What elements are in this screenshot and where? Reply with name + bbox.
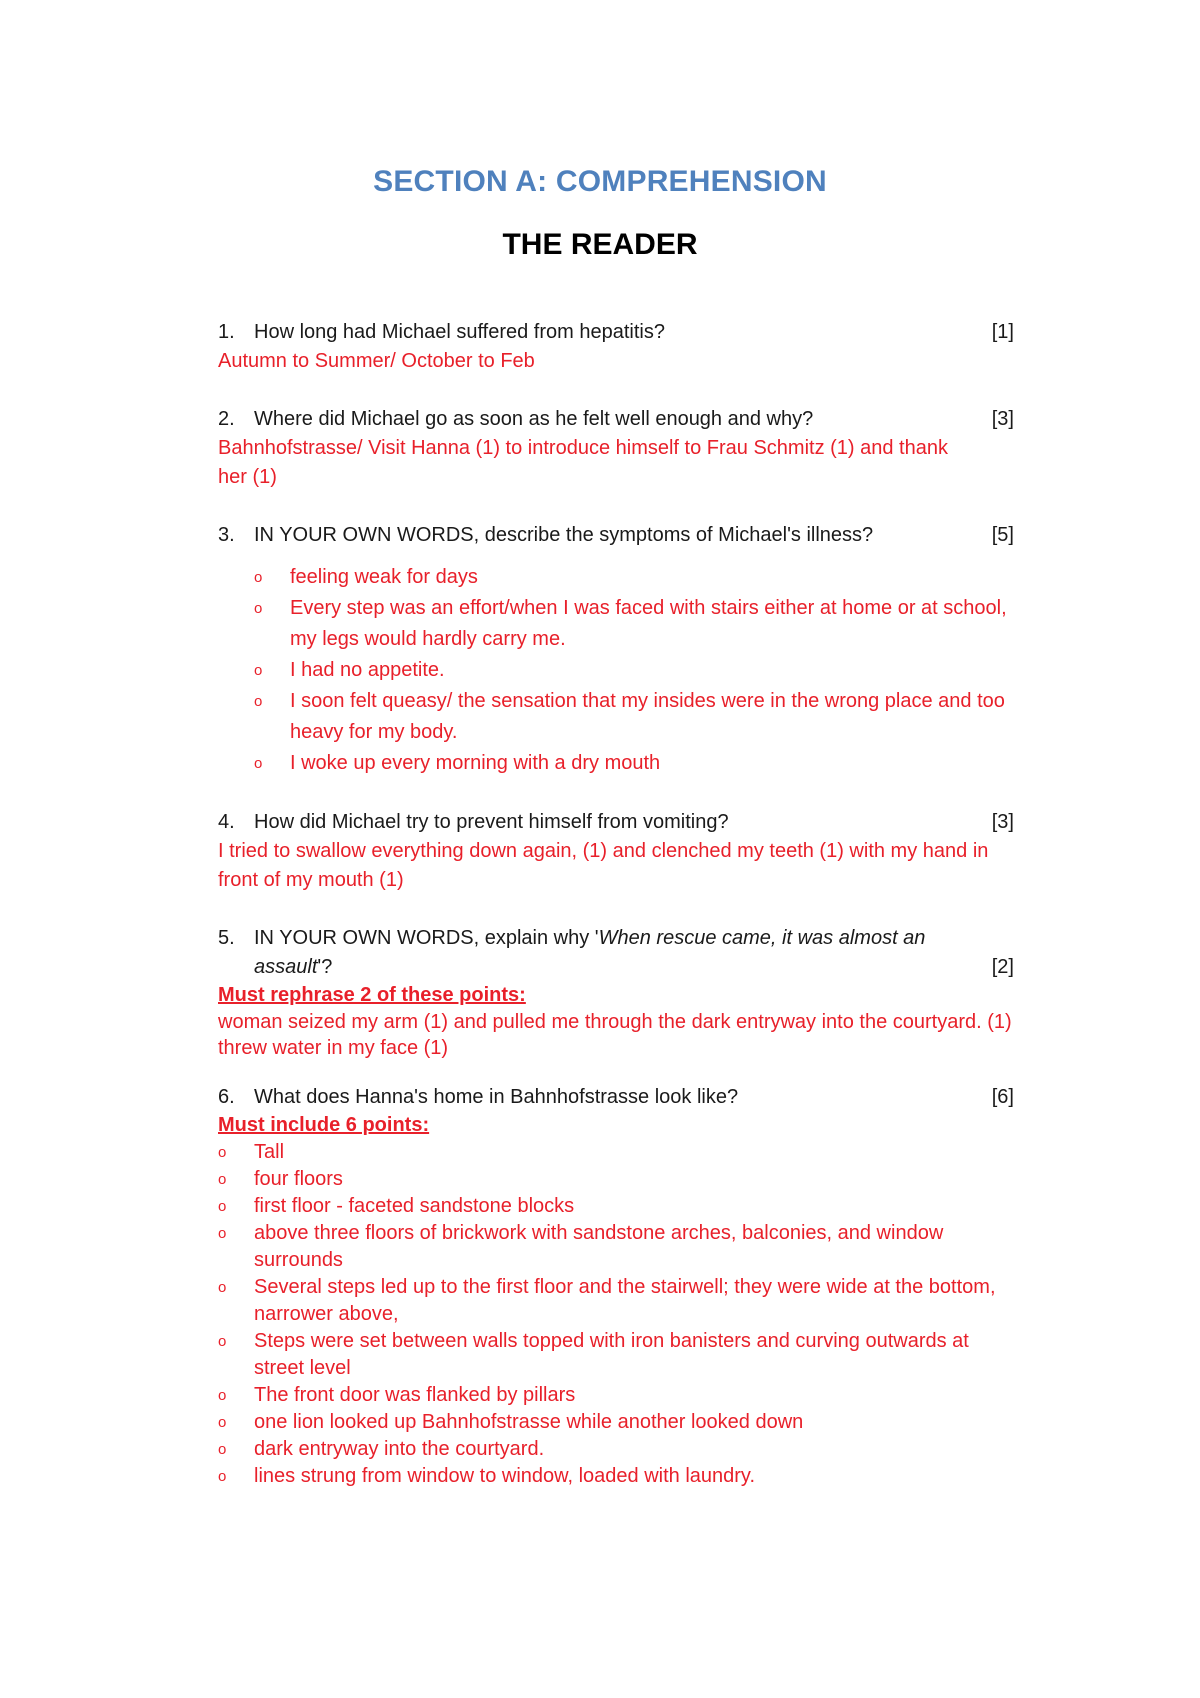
list-item (218, 1193, 1018, 1220)
question-number: 4. (218, 811, 235, 833)
list-item-text: one lion looked up Bahnhofstrasse while another looked down (254, 1411, 804, 1433)
list-item-text: I woke up every morning with a dry mouth (290, 752, 661, 774)
question-marks: [5] (991, 524, 1014, 546)
bullet-icon: o (218, 1198, 227, 1215)
list-item (218, 1463, 1018, 1490)
question-3 (218, 521, 1018, 779)
answer-text: threw water in my face (1) (218, 1037, 449, 1059)
list-item-text: four floors (254, 1168, 343, 1190)
list-item (218, 1274, 1018, 1328)
question-marks: [3] (991, 408, 1014, 430)
question-prompt-prefix: IN YOUR OWN WORDS, explain why ' (254, 927, 599, 949)
list-item (254, 562, 1018, 593)
answer-text: I tried to swallow everything down again, (1) and clenched my teeth (1) with my hand in front of my mouth (1) (218, 840, 989, 891)
list-item (254, 593, 1018, 655)
answer-bullet-list (218, 1139, 1018, 1490)
answer-text: Autumn to Summer/ October to Feb (218, 350, 535, 372)
bullet-icon: o (218, 1441, 227, 1458)
question-prompt: How long had Michael suffered from hepatitis? (254, 321, 665, 343)
section-title: SECTION A: COMPREHENSION (373, 165, 827, 198)
list-item-text: Tall (254, 1141, 285, 1163)
question-marks: [2] (991, 956, 1014, 978)
question-text (218, 405, 1018, 434)
answer-bullet-list (218, 562, 1018, 779)
list-item (218, 1220, 1018, 1274)
questions-container (218, 318, 1018, 1519)
bullet-icon: o (218, 1225, 227, 1242)
list-item (218, 1166, 1018, 1193)
list-item (218, 1436, 1018, 1463)
answer-text: Bahnhofstrasse/ Visit Hanna (1) to introduce himself to Frau Schmitz (1) and thank her (1) (218, 437, 948, 488)
question-prompt-suffix: '? (317, 956, 333, 978)
list-item-text: Several steps led up to the first floor and the stairwell; they were wide at the bottom, narrower above, (254, 1276, 996, 1325)
bullet-icon: o (254, 662, 263, 679)
list-item-text: Every step was an effort/when I was faced with stairs either at home or at school, my legs would hardly carry me. (290, 597, 1007, 650)
bullet-icon: o (218, 1144, 227, 1161)
question-4 (218, 808, 1018, 895)
bullet-icon: o (254, 755, 263, 772)
bullet-icon: o (218, 1387, 227, 1404)
list-item-text: The front door was flanked by pillars (254, 1384, 576, 1406)
list-item (218, 1328, 1018, 1382)
list-item (218, 1139, 1018, 1166)
question-number: 1. (218, 321, 235, 343)
question-1 (218, 318, 1018, 376)
question-number: 5. (218, 927, 235, 949)
bullet-icon: o (218, 1171, 227, 1188)
bullet-icon: o (218, 1333, 227, 1350)
question-number: 3. (218, 524, 235, 546)
question-number: 6. (218, 1086, 235, 1108)
question-5 (218, 924, 1018, 1061)
bullet-icon: o (218, 1414, 227, 1431)
question-prompt-quote: When rescue came, it was almost an assault (254, 927, 926, 978)
list-item-text: dark entryway into the courtyard. (254, 1438, 545, 1460)
list-item-text: I had no appetite. (290, 659, 445, 681)
bullet-icon: o (254, 693, 263, 710)
question-prompt: How did Michael try to prevent himself from vomiting? (254, 811, 729, 833)
list-item (218, 1409, 1018, 1436)
bullet-icon: o (254, 600, 263, 617)
list-item-text: I soon felt queasy/ the sensation that my insides were in the wrong place and too heavy for my body. (290, 690, 1005, 743)
question-number: 2. (218, 408, 235, 430)
question-2 (218, 405, 1018, 492)
list-item (218, 1382, 1018, 1409)
list-item-text: Steps were set between walls topped with iron banisters and curving outwards at street level (254, 1330, 969, 1379)
question-prompt: What does Hanna's home in Bahnhofstrasse look like? (254, 1086, 739, 1108)
question-text (218, 808, 1018, 837)
question-6 (218, 1083, 1018, 1490)
question-text (218, 318, 1018, 347)
document-subtitle: THE READER (502, 228, 698, 261)
bullet-icon: o (254, 569, 263, 586)
question-text (218, 924, 1018, 982)
list-item-text: first floor - faceted sandstone blocks (254, 1195, 575, 1217)
question-marks: [1] (991, 321, 1014, 343)
list-item (254, 655, 1018, 686)
answer-heading: Must rephrase 2 of these points: (218, 984, 526, 1006)
question-marks: [3] (991, 811, 1014, 833)
bullet-icon: o (218, 1468, 227, 1485)
question-text (218, 521, 1018, 550)
question-prompt: IN YOUR OWN WORDS, describe the symptoms of Michael's illness? (254, 524, 874, 546)
question-text (218, 1083, 1018, 1112)
list-item-text: lines strung from window to window, loaded with laundry. (254, 1465, 755, 1487)
question-prompt: Where did Michael go as soon as he felt well enough and why? (254, 408, 814, 430)
list-item (254, 686, 1018, 748)
answer-text: woman seized my arm (1) and pulled me through the dark entryway into the courtyard. (1) (218, 1011, 1012, 1033)
list-item (254, 748, 1018, 779)
answer-heading: Must include 6 points: (218, 1114, 430, 1136)
list-item-text: above three floors of brickwork with sandstone arches, balconies, and window surrounds (254, 1222, 944, 1271)
bullet-icon: o (218, 1279, 227, 1296)
question-marks: [6] (991, 1086, 1014, 1108)
list-item-text: feeling weak for days (290, 566, 478, 588)
